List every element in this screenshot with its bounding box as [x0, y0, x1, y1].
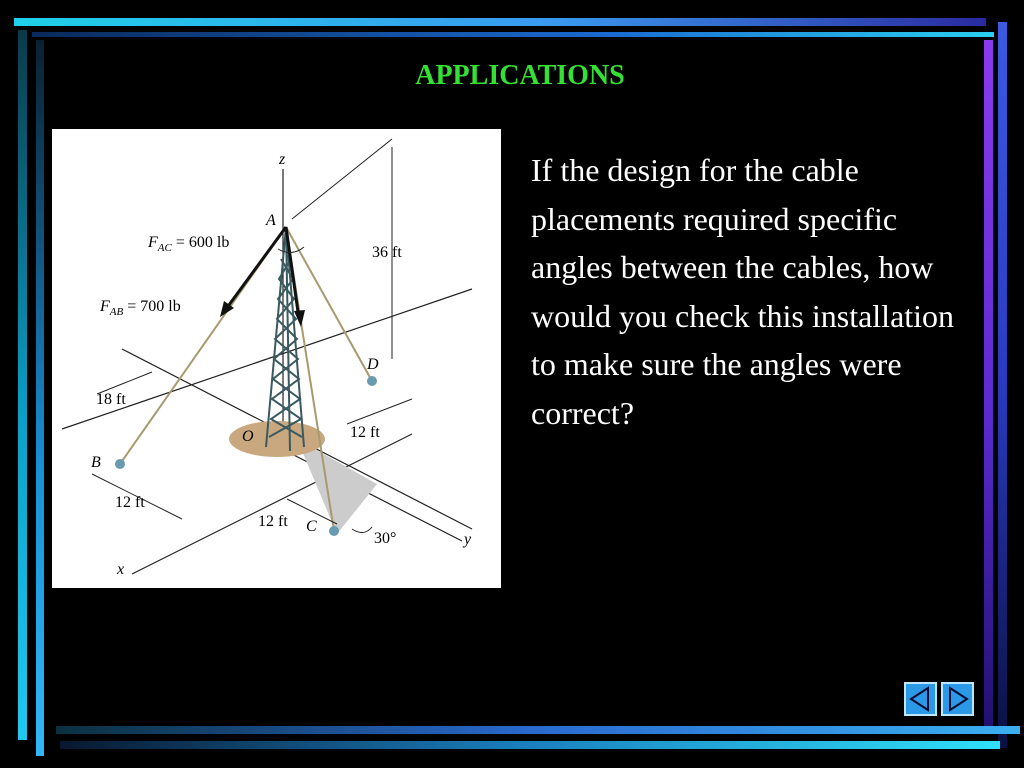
next-slide-button[interactable] — [941, 682, 974, 716]
point-O-label: O — [242, 428, 254, 445]
dim-12-left-label: 12 ft — [115, 494, 145, 511]
right-frame-bar — [998, 22, 1007, 748]
left-frame-bar — [18, 30, 27, 740]
anchor-B — [115, 459, 125, 469]
angle-30-label: 30° — [374, 530, 397, 547]
dim-height-label: 36 ft — [372, 244, 402, 261]
dim-12-bottom-label: 12 ft — [258, 513, 288, 530]
tower — [266, 227, 304, 451]
angle-arc-30 — [352, 527, 372, 533]
point-A-label: A — [266, 212, 276, 229]
dim-line-12-right — [347, 399, 412, 424]
slide-body-text: If the design for the cable placements required specific angles between the cables, how would you check this installation to make sure the angles were correct? — [531, 152, 955, 431]
triangle-left-icon — [906, 684, 935, 714]
point-D-label: D — [367, 356, 379, 373]
tower-diagram — [52, 129, 501, 588]
bottom-frame-bar — [60, 741, 1000, 749]
force-FAB-label: $F_{AB} = 700$ lb — [100, 298, 181, 318]
dim-12-right-label: 12 ft — [350, 424, 380, 441]
z-axis-label: z — [279, 151, 286, 168]
force-FAC-label: $F_{AC} = 600$ lb — [148, 234, 230, 254]
point-B-label: B — [91, 454, 101, 471]
slide-navigation — [904, 682, 974, 716]
anchor-C — [329, 526, 339, 536]
y-axis-label: y — [464, 531, 472, 548]
dim-18-label: 18 ft — [96, 391, 126, 408]
dim-line — [292, 139, 392, 219]
right-frame-bar-inner — [984, 40, 993, 730]
top-frame-bar — [14, 18, 986, 26]
force-arrow-AB — [226, 227, 286, 309]
top-frame-bar-inner — [32, 32, 994, 37]
anchor-D — [367, 376, 377, 386]
bottom-frame-bar-inner — [56, 726, 1020, 734]
previous-slide-button[interactable] — [904, 682, 937, 716]
x-axis-label: x — [117, 561, 125, 578]
triangle-right-icon — [943, 684, 972, 714]
point-C-label: C — [306, 518, 317, 535]
slide-title: APPLICATIONS — [415, 60, 625, 91]
left-frame-bar-inner — [36, 40, 44, 756]
